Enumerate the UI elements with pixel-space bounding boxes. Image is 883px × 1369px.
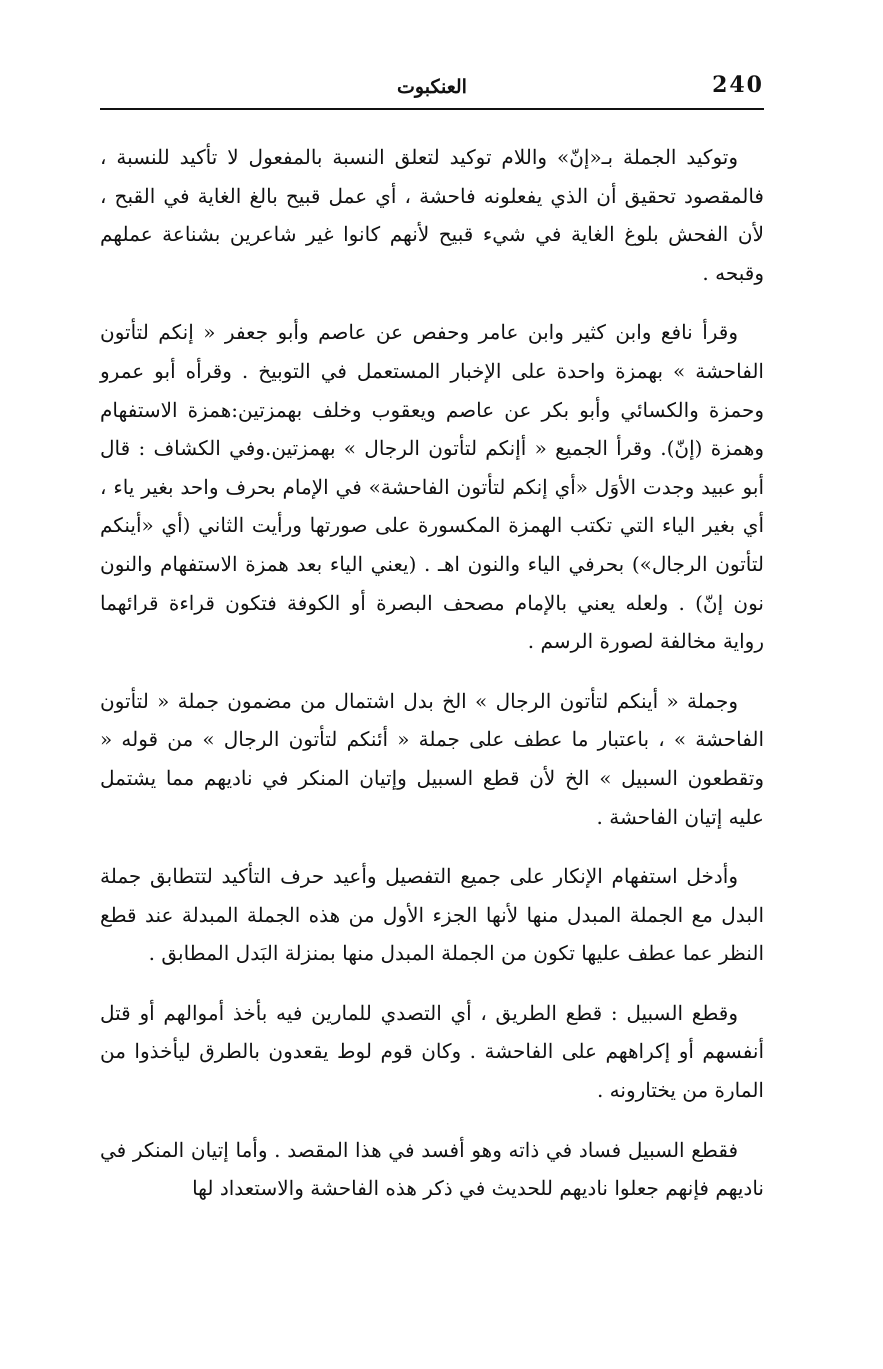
paragraph: وتوكيد الجملة بـ«إنّ» واللام توكيد لتعلق النسبة بالمفعول لا تأكيد للنسبة ، فالمقصود تحقيق أن الذي يفعلونه فاحشة ، أي عمل قبيح بالغ الغاية في القبح ، لأن الفحش بلوغ الغاية في شيء قبيح لأنهم كانوا غير شاعرين بشناعة عملهم وقبحه .	[100, 145, 764, 285]
page-number: 240	[712, 72, 764, 98]
body-text	[100, 138, 764, 1208]
page-header	[100, 68, 764, 108]
paragraph: وقطع السبيل : قطع الطريق ، أي التصدي للمارين فيه بأخذ أموالهم أو قتل أنفسهم أو إكراههم على الفاحشة . وكان قوم لوط يقعدون بالطرق ليأخذوا من المارة من يختارونه .	[100, 1000, 764, 1103]
header-rule	[100, 108, 764, 110]
running-title: العنكبوت	[397, 76, 467, 98]
paragraph: فقطع السبيل فساد في ذاته وهو أفسد في هذا المقصد . وأما إتيان المنكر في ناديهم فإنهم جعلوا ناديهم للحديث في ذكر هذه الفاحشة والاستعداد لها	[100, 1137, 764, 1201]
paragraph: وجملة « أينكم لتأتون الرجال » الخ بدل اشتمال من مضمون جملة « لتأتون الفاحشة » ، باعتبار ما عطف على جملة « أئنكم لتأتون الرجال » من قوله « وتقطعون السبيل » الخ لأن قطع السبيل وإتيان المنكر في ناديهم مما يشتمل عليه إتيان الفاحشة .	[100, 688, 764, 829]
paragraph: وقرأ نافع وابن كثير وابن عامر وحفص عن عاصم وأبو جعفر « إنكم لتأتون الفاحشة » بهمزة واحدة على الإخبار المستعمل في التوبيخ . وقرأه أبو عمرو وحمزة والكسائي وأبو بكر عن عاصم ويعقوب وخلف بهمزتين:همزة الاستفهام وهمزة (إنّ). وقرأ الجميع « أإنكم لتأتون الرجال » بهمزتين.وفي الكشاف : قال أبو عبيد وجدت الأوَل «أي إنكم لتأتون الفاحشة» في الإمام بحرف واحد بغير ياء ، أي بغير الياء التي تكتب الهمزة المكسورة على صورتها ورأيت الثاني (أي «أينكم لتأتون الرجال») بحرفي الياء والنون اهـ . (يعني الياء بعد همزة الاستفهام والنون نون إنّ) . ولعله يعني بالإمام مصحف البصرة أو الكوفة فتكون قراءة قرائهما رواية مخالفة لصورة الرسم .	[100, 320, 764, 654]
paragraph: وأدخل استفهام الإنكار على جميع التفصيل وأعيد حرف التأكيد لتتطابق جملة البدل مع الجملة المبدل منها لأنها الجزء الأول من هذه الجملة المبدلة عند قطع النظر عما عطف عليها تكون من الجملة المبدل منها بمنزلة البَدل المطابق .	[100, 864, 764, 966]
